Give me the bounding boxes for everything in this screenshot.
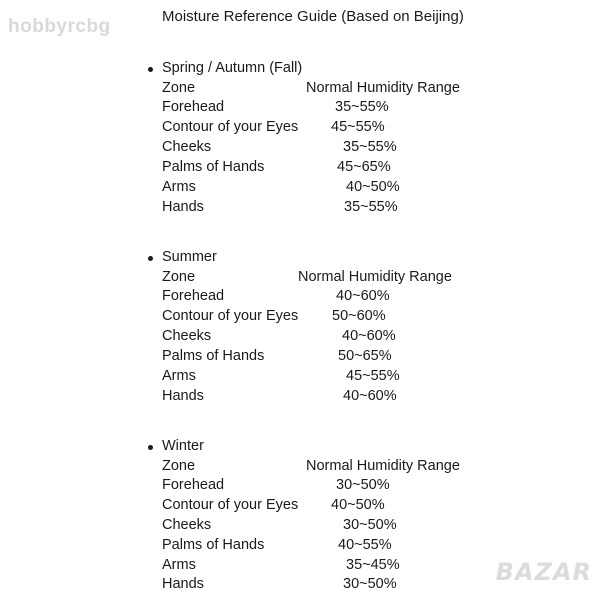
zone-label: Contour of your Eyes (162, 308, 299, 324)
zone-label: Hands (162, 199, 204, 215)
range-value: 30~50% (336, 477, 390, 493)
range-value: 40~60% (342, 328, 396, 344)
bazar-logo: BAZAR (495, 558, 592, 586)
zone-label: Arms (162, 557, 196, 573)
zone-label: Forehead (162, 99, 225, 115)
column-header-zone: Zone (162, 458, 196, 474)
column-header-range: Normal Humidity Range (306, 80, 460, 96)
zone-label: Hands (162, 388, 204, 404)
bullet-icon (148, 256, 153, 261)
range-value: 30~50% (343, 576, 397, 592)
range-value: 50~65% (338, 348, 392, 364)
zone-label: Contour of your Eyes (162, 497, 299, 513)
zone-label: Arms (162, 179, 196, 195)
zone-label: Palms of Hands (162, 537, 265, 553)
range-value: 45~55% (331, 119, 385, 135)
zone-label: Palms of Hands (162, 348, 265, 364)
column-header-range: Normal Humidity Range (306, 458, 460, 474)
page-title: Moisture Reference Guide (Based on Beijing) (162, 8, 464, 25)
bullet-icon (148, 445, 153, 450)
zone-label: Arms (162, 368, 196, 384)
zone-label: Cheeks (162, 328, 212, 344)
bullet-icon (148, 67, 153, 72)
zone-label: Cheeks (162, 139, 212, 155)
range-value: 40~55% (338, 537, 392, 553)
zone-label: Hands (162, 576, 204, 592)
range-value: 40~60% (336, 288, 390, 304)
range-value: 30~50% (343, 517, 397, 533)
range-value: 45~55% (346, 368, 400, 384)
range-value: 35~55% (344, 199, 398, 215)
column-header-zone: Zone (162, 80, 196, 96)
season-heading: Spring / Autumn (Fall) (162, 60, 303, 76)
zone-label: Palms of Hands (162, 159, 265, 175)
range-value: 40~50% (346, 179, 400, 195)
column-header-zone: Zone (162, 269, 196, 285)
range-value: 35~55% (335, 99, 389, 115)
range-value: 50~60% (332, 308, 386, 324)
season-heading: Summer (162, 249, 217, 265)
zone-label: Contour of your Eyes (162, 119, 299, 135)
range-value: 40~50% (331, 497, 385, 513)
range-value: 35~55% (343, 139, 397, 155)
watermark-text: hobbyrcbg (8, 16, 111, 37)
season-heading: Winter (162, 438, 204, 454)
zone-label: Cheeks (162, 517, 212, 533)
range-value: 35~45% (346, 557, 400, 573)
column-header-range: Normal Humidity Range (298, 269, 452, 285)
zone-label: Forehead (162, 288, 225, 304)
range-value: 40~60% (343, 388, 397, 404)
range-value: 45~65% (337, 159, 391, 175)
zone-label: Forehead (162, 477, 225, 493)
